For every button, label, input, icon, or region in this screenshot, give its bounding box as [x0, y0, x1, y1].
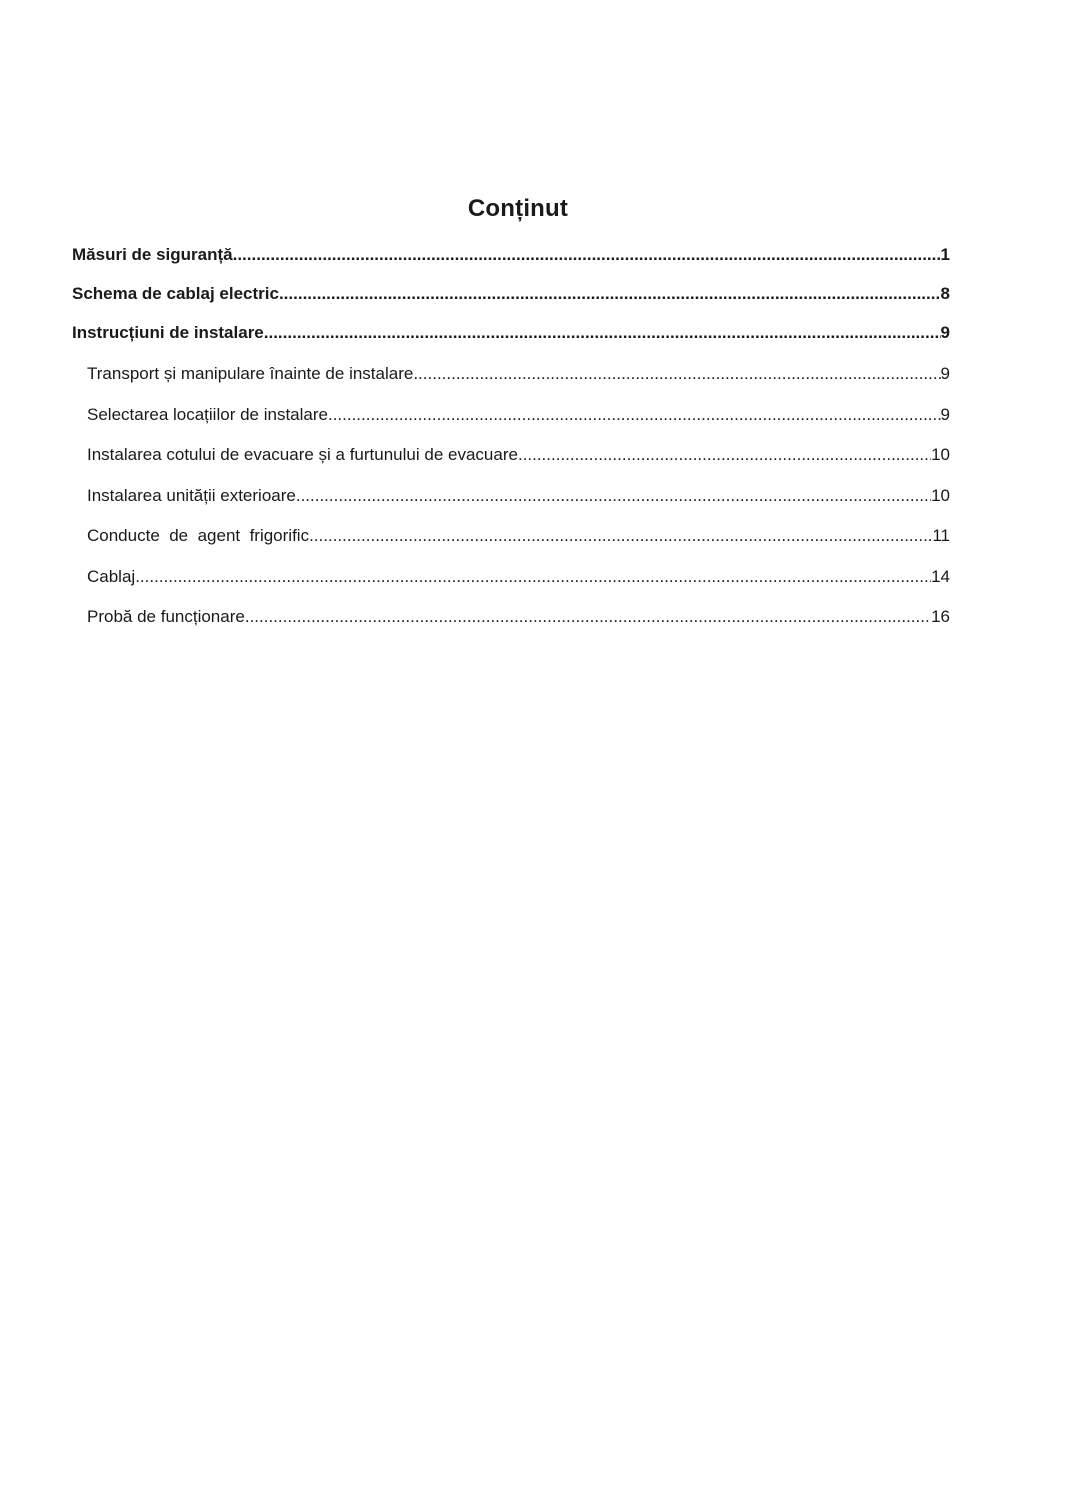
toc-entry-title: Cablaj	[87, 566, 136, 586]
toc-entry-instalarea-unitatii-exterioare[interactable]	[72, 477, 950, 518]
toc-entry-selectarea-locatiilor[interactable]	[72, 396, 950, 437]
toc-dot-leader	[135, 558, 931, 587]
toc-dot-leader	[309, 517, 932, 546]
table-of-contents	[72, 236, 950, 639]
toc-entry-title: Măsuri de siguranță	[72, 245, 233, 264]
toc-page-number: 9	[940, 323, 950, 342]
toc-page-number: 10	[931, 445, 950, 464]
page-title: Conținut	[467, 195, 569, 222]
toc-page-number: 10	[931, 485, 950, 505]
toc-page-number: 8	[940, 284, 950, 303]
toc-dot-leader	[413, 355, 940, 384]
toc-page-number: 11	[932, 526, 950, 545]
toc-entry-title: Conducte de agent frigorific	[87, 526, 310, 545]
toc-entry-instalarea-cotului[interactable]	[72, 436, 950, 477]
toc-entry-transport-si-manipulare[interactable]	[72, 355, 950, 396]
toc-entry-title: Schema de cablaj electric	[72, 284, 279, 303]
toc-entry-masuri-de-siguranta[interactable]	[72, 236, 950, 275]
toc-dot-leader	[518, 436, 931, 465]
toc-page-number: 16	[931, 607, 950, 626]
toc-dot-leader	[264, 314, 941, 343]
toc-page-number: 9	[940, 404, 950, 424]
toc-entry-title: Selectarea locațiilor de instalare	[87, 404, 328, 424]
toc-entry-title: Probă de funcționare	[87, 607, 245, 626]
toc-dot-leader	[233, 236, 941, 265]
toc-entry-proba-de-functionare[interactable]	[72, 598, 950, 639]
toc-dot-leader	[279, 275, 941, 304]
toc-page-number: 14	[931, 566, 950, 586]
toc-entry-title: Instalarea cotului de evacuare și a furtunului de evacuare	[87, 445, 518, 464]
toc-page-number: 9	[940, 364, 950, 383]
toc-entry-cablaj[interactable]	[72, 558, 950, 599]
toc-dot-leader	[296, 477, 931, 506]
toc-page-number: 1	[940, 245, 950, 264]
toc-dot-leader	[245, 598, 931, 627]
toc-dot-leader	[328, 396, 941, 425]
toc-entry-title: Instrucțiuni de instalare	[72, 323, 264, 342]
toc-entry-schema-de-cablaj-electric[interactable]	[72, 275, 950, 314]
toc-entry-instructiuni-de-instalare[interactable]	[72, 314, 950, 353]
toc-entry-conducte-agent-frigorific[interactable]	[72, 517, 950, 558]
toc-entry-title: Transport și manipulare înainte de instalare	[87, 364, 414, 383]
toc-entry-title: Instalarea unității exterioare	[87, 485, 296, 505]
